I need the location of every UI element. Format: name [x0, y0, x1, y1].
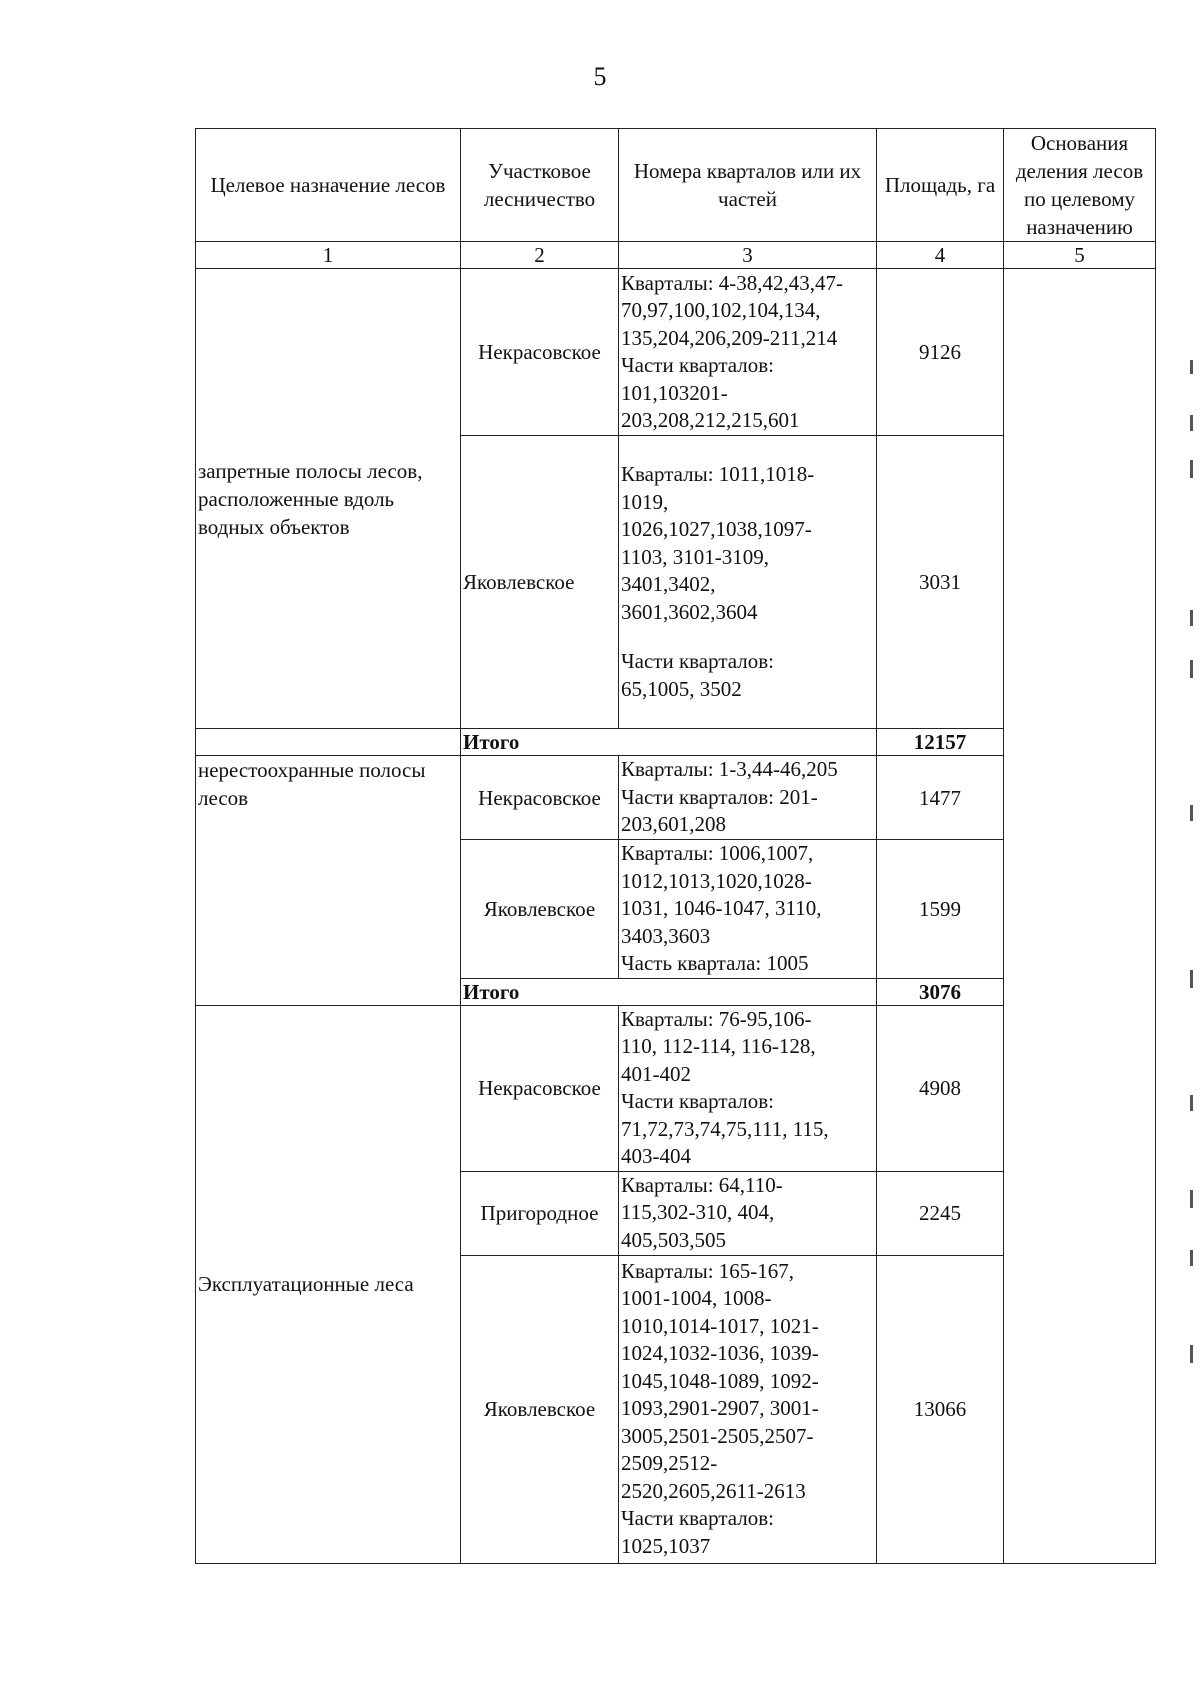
scan-mark — [1190, 1095, 1193, 1111]
table-header-row — [196, 129, 1156, 242]
district-cell: Яковлевское — [461, 436, 619, 729]
basis-cell — [1004, 269, 1156, 1564]
quarters-line: 1103, 3101-3109, — [621, 544, 769, 569]
column-number-row — [196, 242, 1156, 269]
header-district: Участковое лесничество — [461, 129, 619, 242]
quarters-line: Кварталы: 64,110- — [621, 1172, 783, 1197]
quarters-line: 1093,2901-2907, 3001- — [621, 1396, 819, 1421]
quarters-line: 101,103201- — [621, 380, 728, 405]
quarters-line: 3401,3402, — [621, 572, 716, 596]
area-cell: 4908 — [877, 1005, 1004, 1171]
quarters-line: 1024,1032-1036, 1039- — [621, 1341, 819, 1366]
header-area: Площадь, га — [877, 129, 1004, 242]
header-purpose: Целевое назначение лесов — [196, 129, 461, 242]
column-number: 3 — [619, 242, 877, 269]
scan-mark — [1190, 610, 1193, 626]
quarters-cell — [619, 840, 877, 979]
district-cell: Некрасовское — [461, 756, 619, 840]
column-number: 1 — [196, 242, 461, 269]
quarters-line: 1026,1027,1038,1097- — [621, 517, 812, 541]
quarters-line: 110, 112-114, 116-128, — [621, 1034, 816, 1058]
district-cell: Яковлевское — [461, 840, 619, 979]
quarters-line: 2520,2605,2611-2613 — [621, 1478, 806, 1503]
quarters-cell — [619, 436, 877, 729]
quarters-line: Часть квартала: 1005 — [621, 951, 809, 975]
quarters-line: 401-402 — [621, 1061, 691, 1086]
scan-mark — [1190, 360, 1193, 374]
quarters-line: Части кварталов: 201- — [621, 784, 818, 809]
area-cell: 3031 — [877, 436, 1004, 729]
district-cell: Пригородное — [461, 1171, 619, 1255]
total-empty-cell — [196, 729, 461, 756]
area-cell: 1477 — [877, 756, 1004, 840]
quarters-line: Части кварталов: — [621, 649, 775, 673]
quarters-cell — [619, 269, 877, 436]
total-label: Итого — [461, 729, 877, 756]
quarters-line: 1025,1037 — [621, 1533, 711, 1558]
quarters-line: Кварталы: 4-38,42,43,47- — [621, 270, 844, 295]
page-number: 5 — [593, 62, 607, 91]
scan-mark — [1190, 970, 1193, 988]
quarters-line: Кварталы: 1011,1018- — [621, 462, 815, 486]
quarters-line: 65,1005, 3502 — [621, 676, 742, 701]
quarters-line: 71,72,73,74,75,111, 115, — [621, 1116, 829, 1141]
district-cell: Некрасовское — [461, 269, 619, 436]
quarters-line: 1045,1048-1089, 1092- — [621, 1368, 819, 1393]
quarters-line: 3403,3603 — [621, 923, 711, 948]
purpose-cell: запретные полосы лесов, расположенные вдоль водных объектов — [196, 269, 461, 729]
quarters-line: Кварталы: 1-3,44-46,205 — [621, 757, 838, 782]
quarters-line: 1019, — [621, 489, 669, 514]
table-row — [196, 269, 1156, 436]
district-cell: Яковлевское — [461, 1255, 619, 1563]
quarters-line: 1010,1014-1017, 1021- — [621, 1313, 819, 1338]
total-label: Итого — [461, 978, 877, 1005]
forest-purpose-table — [195, 128, 1156, 1564]
quarters-line: Кварталы: 1006,1007, — [621, 841, 814, 865]
quarters-cell — [619, 1005, 877, 1171]
quarters-spacer — [621, 626, 874, 648]
scan-mark — [1190, 1345, 1193, 1363]
purpose-cell: Эксплуатационные леса — [196, 1005, 461, 1563]
area-cell: 13066 — [877, 1255, 1004, 1563]
scan-mark — [1190, 460, 1193, 478]
header-quarters: Номера кварталов или их частей — [619, 129, 877, 242]
quarters-cell — [619, 1255, 877, 1563]
quarters-line: 203,208,212,215,601 — [621, 408, 800, 432]
purpose-cell: нерестоохранные полосы лесов — [196, 756, 461, 1006]
quarters-cell — [619, 1171, 877, 1255]
scan-mark — [1190, 805, 1193, 821]
area-cell: 2245 — [877, 1171, 1004, 1255]
quarters-line: Кварталы: 76-95,106- — [621, 1006, 812, 1031]
column-number: 2 — [461, 242, 619, 269]
quarters-line: Части кварталов: — [621, 353, 775, 377]
total-area: 3076 — [877, 978, 1004, 1005]
total-area: 12157 — [877, 729, 1004, 756]
quarters-line: 1031, 1046-1047, 3110, — [621, 896, 822, 920]
scan-mark — [1190, 1190, 1193, 1208]
quarters-line: 405,503,505 — [621, 1227, 726, 1252]
quarters-line: 3005,2501-2505,2507- — [621, 1423, 814, 1448]
quarters-line: 403-404 — [621, 1144, 691, 1168]
quarters-line: Части кварталов: — [621, 1089, 775, 1113]
quarters-line: 115,302-310, 404, — [621, 1200, 775, 1225]
quarters-cell — [619, 756, 877, 840]
district-cell: Некрасовское — [461, 1005, 619, 1171]
area-cell: 1599 — [877, 840, 1004, 979]
scan-mark — [1190, 415, 1193, 431]
column-number: 5 — [1004, 242, 1156, 269]
quarters-line: 135,204,206,209-211,214 — [621, 325, 838, 350]
area-cell: 9126 — [877, 269, 1004, 436]
scan-mark — [1190, 660, 1193, 678]
quarters-line: 2509,2512- — [621, 1451, 718, 1476]
column-number: 4 — [877, 242, 1004, 269]
quarters-line: Части кварталов: — [621, 1506, 775, 1531]
quarters-line: Кварталы: 165-167, — [621, 1258, 795, 1283]
quarters-line: 1012,1013,1020,1028- — [621, 868, 812, 893]
quarters-line: 3601,3602,3604 — [621, 599, 758, 624]
quarters-line: 203,601,208 — [621, 812, 726, 837]
header-basis: Основания деления лесов по целевому назначению — [1004, 129, 1156, 242]
scan-mark — [1190, 1250, 1193, 1266]
quarters-line: 70,97,100,102,104,134, — [621, 298, 821, 322]
quarters-line: 1001-1004, 1008- — [621, 1286, 772, 1311]
